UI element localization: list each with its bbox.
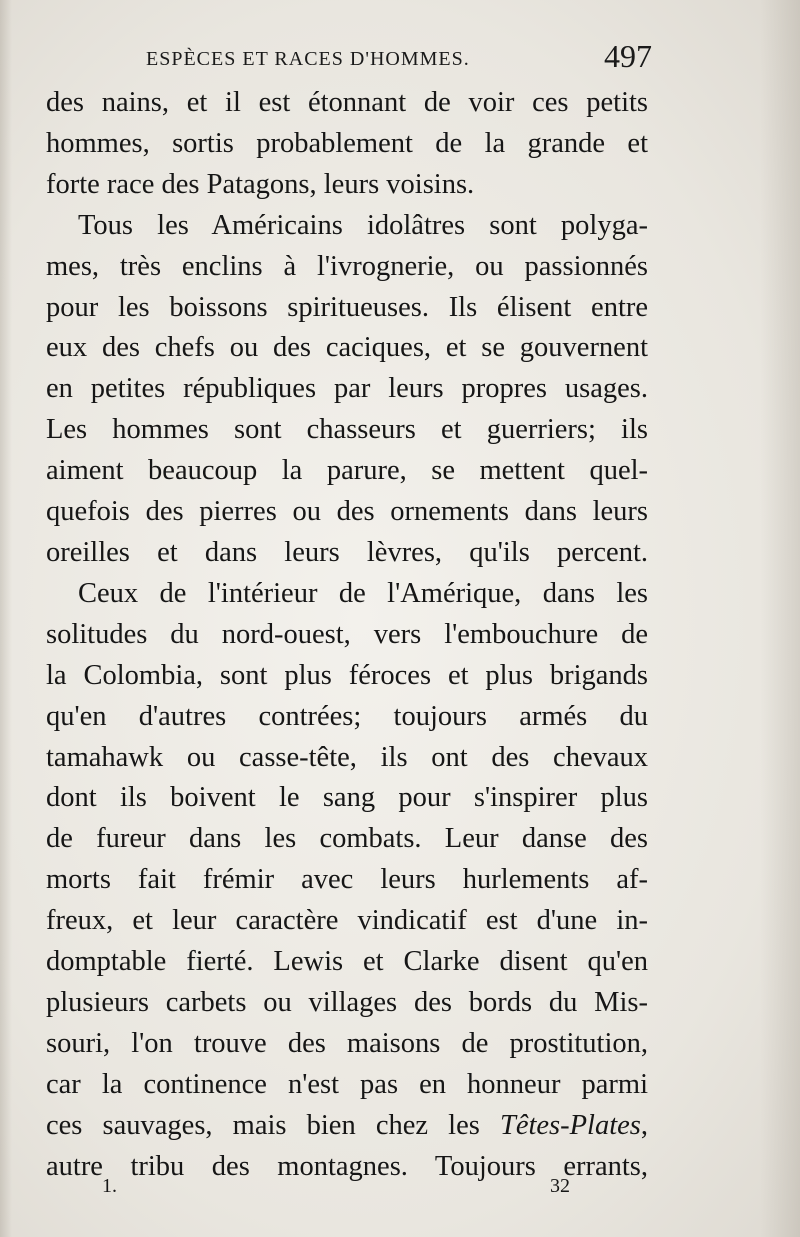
text-line-content: en petites républiques par leurs propres usages. [46,373,648,405]
text-line-content: oreilles et dans leurs lèvres, qu'ils percent. [46,536,648,568]
text-line [46,410,648,451]
text-line [46,288,648,329]
text-line [46,165,648,206]
text-line-content: solitudes du nord-ouest, vers l'embouchure de [46,618,648,650]
text-line-content: la Colombia, sont plus féroces et plus brigands [46,659,648,691]
text-line-content: car la continence n'est pas en honneur parmi [46,1068,648,1100]
text-line-content: mes, très enclins à l'ivrognerie, ou passionnés [46,250,648,282]
text-line [46,533,648,574]
text-line [46,901,648,942]
text-line-content: eux des chefs ou des caciques, et se gouvernent [46,332,648,364]
text-line [46,492,648,533]
text-line-content: aiment beaucoup la parure, se mettent quel- [46,455,648,487]
text-line [46,451,648,492]
text-line-content: souri, l'on trouve des maisons de prostitution, [46,1027,648,1059]
text-line-content: domptable fierté. Lewis et Clarke disent qu'en [46,946,648,978]
text-line-content: forte race des Patagons, leurs voisins. [46,168,475,200]
text-line [46,328,648,369]
text-line-content: morts fait frémir avec leurs hurlements af- [46,864,648,896]
page-footer [46,1175,648,1205]
text-line-content: Ceux de l'intérieur de l'Amérique, dans les [78,577,648,609]
text-line [46,206,648,247]
text-line [46,1106,648,1147]
running-title: ESPÈCES ET RACES D'HOMMES. [146,48,470,70]
text-line [46,983,648,1024]
text-line-content: hommes, sortis probablement de la grande et [46,127,648,159]
text-line [46,83,648,124]
text-line-content: pour les boissons spiritueuses. Ils élisent entre [46,291,648,323]
text-line-content: Tous les Américains idolâtres sont polyga- [78,209,648,241]
text-line-content: dont ils boivent le sang pour s'inspirer plus [46,782,648,814]
text-line [46,247,648,288]
text-line-content: de fureur dans les combats. Leur danse des [46,823,648,855]
text-line [46,942,648,983]
text-line [46,860,648,901]
text-line [46,369,648,410]
gathering-mark: 32 [550,1175,570,1197]
text-line-content: qu'en d'autres contrées; toujours armés du [46,700,648,732]
page-edge-shadow [760,0,800,1237]
text-line-content: quefois des pierres ou des ornements dans leurs [46,496,648,528]
text-line-content: freux, et leur caractère vindicatif est d'une in- [46,905,648,937]
text-line-content: ces sauvages, mais bien chez les [46,1109,500,1141]
text-line [46,1024,648,1065]
text-line [46,124,648,165]
trailing-punctuation: , [640,1109,648,1141]
text-line-content: autre tribu des montagnes. Toujours errants, [46,1150,648,1182]
text-line [46,615,648,656]
text-line [46,1065,648,1106]
text-line-content: plusieurs carbets ou villages des bords du Mis- [46,986,648,1018]
page-header [46,38,656,78]
text-line-content: tamahawk ou casse-tête, ils ont des chevaux [46,741,648,773]
text-line [46,697,648,738]
text-line-content: Les hommes sont chasseurs et guerriers; ils [46,414,648,446]
text-line [46,656,648,697]
body-text [46,83,648,1187]
text-line [46,778,648,819]
text-line [46,574,648,615]
signature-mark: 1. [102,1175,117,1197]
page-gutter-shadow [0,0,12,1237]
text-line-content: des nains, et il est étonnant de voir ces petits [46,87,648,118]
text-line [46,819,648,860]
italic-term: Têtes-Plates [499,1109,641,1141]
page-number: 497 [604,38,652,74]
text-line [46,738,648,779]
